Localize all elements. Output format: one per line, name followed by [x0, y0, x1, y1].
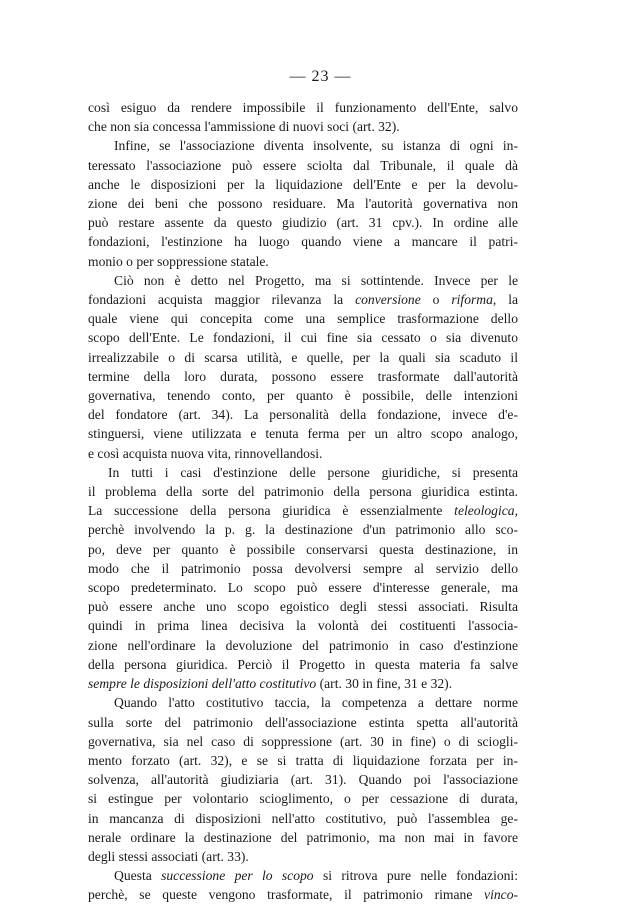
- text-line-mixed: [88, 674, 518, 693]
- paragraph-6: [88, 866, 518, 904]
- text-line: mento forzato (art. 32), e se si tratta di liquidazione forzata per in-: [88, 752, 518, 768]
- italic-phrase-sempre: sempre le disposizioni dell'atto costitutivo: [88, 676, 317, 692]
- italic-term-vinco: vinco-: [484, 887, 519, 903]
- text-line: Infine, se l'associazione diventa insolvente, su istanza di ogni in-: [114, 138, 518, 154]
- text-line: governativa, sia nel caso di soppressione (art. 30 in fine) o di sciogli-: [88, 733, 518, 749]
- text-line: scopo dell'Ente. Le fondazioni, il cui fine sia cessato o sia divenuto: [88, 330, 518, 346]
- text-run: si ritrova pure nelle fondazioni:: [322, 868, 518, 884]
- text-run: perchè, se queste vengono trasformate, il patrimonio rimane: [88, 887, 473, 903]
- text-line: po, deve per quanto è possibile conservarsi questa destinazione, in: [88, 541, 518, 557]
- text-line: si estingue per volontario scioglimento, o per cessazione di durata,: [88, 791, 518, 807]
- text-run: La successione della persona giuridica è essenzialmente: [88, 503, 443, 519]
- text-line: anche le disposizioni per la liquidazione dell'Ente e per la devolu-: [88, 176, 518, 192]
- text-line: così esiguo da rendere impossibile il funzionamento dell'Ente, salvo: [88, 100, 518, 115]
- page-number: — 23 —: [289, 68, 352, 85]
- text-run: , la: [492, 292, 519, 308]
- paragraph-1: [88, 98, 518, 136]
- text-run: o: [420, 292, 452, 308]
- text-line: zione nell'ordinare la devoluzione del patrimonio in caso d'estinzione: [88, 637, 518, 653]
- text-line: in mancanza di disposizioni nell'atto costitutivo, può l'assemblea ge-: [88, 810, 518, 826]
- text-run: Questa: [114, 868, 152, 884]
- text-line: della persona giuridica. Perciò il Progetto in questa materia fa salve: [88, 656, 518, 672]
- text-line: del fondatore (art. 34). La personalità della fondazione, invece d'e-: [88, 407, 518, 423]
- text-line-mixed: [88, 866, 518, 885]
- text-line: modo che il patrimonio possa devolversi sempre al servizio dello: [88, 560, 518, 576]
- text-line: zione dei beni che possono residuare. Ma l'autorità governativa non: [88, 196, 518, 212]
- text-line: teressato l'associazione può essere sciolta dal Tribunale, il quale dà: [88, 157, 518, 173]
- paragraph-2: [88, 136, 518, 270]
- text-run: ,: [514, 503, 518, 519]
- italic-term-riforma: riforma: [451, 292, 493, 308]
- text-line-mixed: [88, 501, 518, 520]
- paragraph-5: [88, 693, 518, 866]
- italic-phrase-successione: successione per lo scopo: [161, 868, 314, 884]
- text-line: solvenza, all'autorità giudiziaria (art. 31). Quando poi l'associazione: [88, 772, 518, 788]
- text-line: Quando l'atto costitutivo taccia, la competenza a dettare norme: [114, 695, 518, 711]
- body-text: [88, 98, 518, 905]
- text-run: fondazioni acquista maggior rilevanza la: [88, 292, 344, 308]
- text-line: può essere anche uno scopo egoistico degli stessi associati. Risulta: [88, 599, 518, 615]
- text-run: (art. 30 in fine, 31 e 32).: [319, 676, 453, 692]
- text-line: perchè involvendo la p. g. la destinazione d'un patrimonio allo sco-: [88, 522, 518, 538]
- text-line: scopo predeterminato. Lo scopo può essere d'interesse generale, ma: [88, 580, 518, 596]
- text-line: termine della loro durata, possono essere trasformate dall'autorità: [88, 368, 518, 384]
- text-line: monio o per soppressione statale.: [88, 253, 269, 269]
- text-line: fondazioni, l'estinzione ha luogo quando viene a mancare il patri-: [88, 234, 518, 250]
- text-line: nerale ordinare la destinazione del patrimonio, ma non mai in favore: [88, 829, 518, 845]
- text-line: quale viene qui concepita come una semplice trasformazione dello: [88, 311, 518, 327]
- paragraph-3: [88, 271, 518, 463]
- text-line-mixed: [88, 885, 518, 904]
- text-line: che non sia concessa l'ammissione di nuovi soci (art. 32).: [88, 119, 400, 135]
- text-line: può restare assente da questo giudizio (art. 31 cpv.). In ordine alle: [88, 215, 518, 231]
- text-line: stinguersi, viene utilizzata e tenuta ferma per un altro scopo analogo,: [88, 426, 518, 442]
- text-line: quindi in prima linea decisiva la volontà dei costituenti l'associa-: [88, 618, 518, 634]
- italic-term-conversione: conversione: [355, 292, 421, 308]
- paragraph-4: [88, 463, 518, 693]
- text-line: Ciò non è detto nel Progetto, ma si sottintende. Invece per le: [114, 272, 518, 288]
- text-line: e così acquista nuova vita, rinnovellandosi.: [88, 445, 323, 461]
- text-line: irrealizzabile o di scarsa utilità, e quelle, per la quali sia scaduto il: [88, 349, 518, 365]
- text-line: degli stessi associati (art. 33).: [88, 848, 249, 864]
- text-line: il problema della sorte del patrimonio della persona giuridica estinta.: [88, 484, 518, 500]
- text-line: governativa, tenendo conto, per quanto è possibile, delle intenzioni: [88, 388, 518, 404]
- text-line: In tutti i casi d'estinzione delle persone giuridiche, si presenta: [108, 464, 518, 480]
- italic-term-teleologica: teleologica: [454, 503, 515, 519]
- text-line: sulla sorte del patrimonio dell'associazione estinta spetta all'autorità: [88, 714, 518, 730]
- text-line-mixed: [88, 290, 518, 309]
